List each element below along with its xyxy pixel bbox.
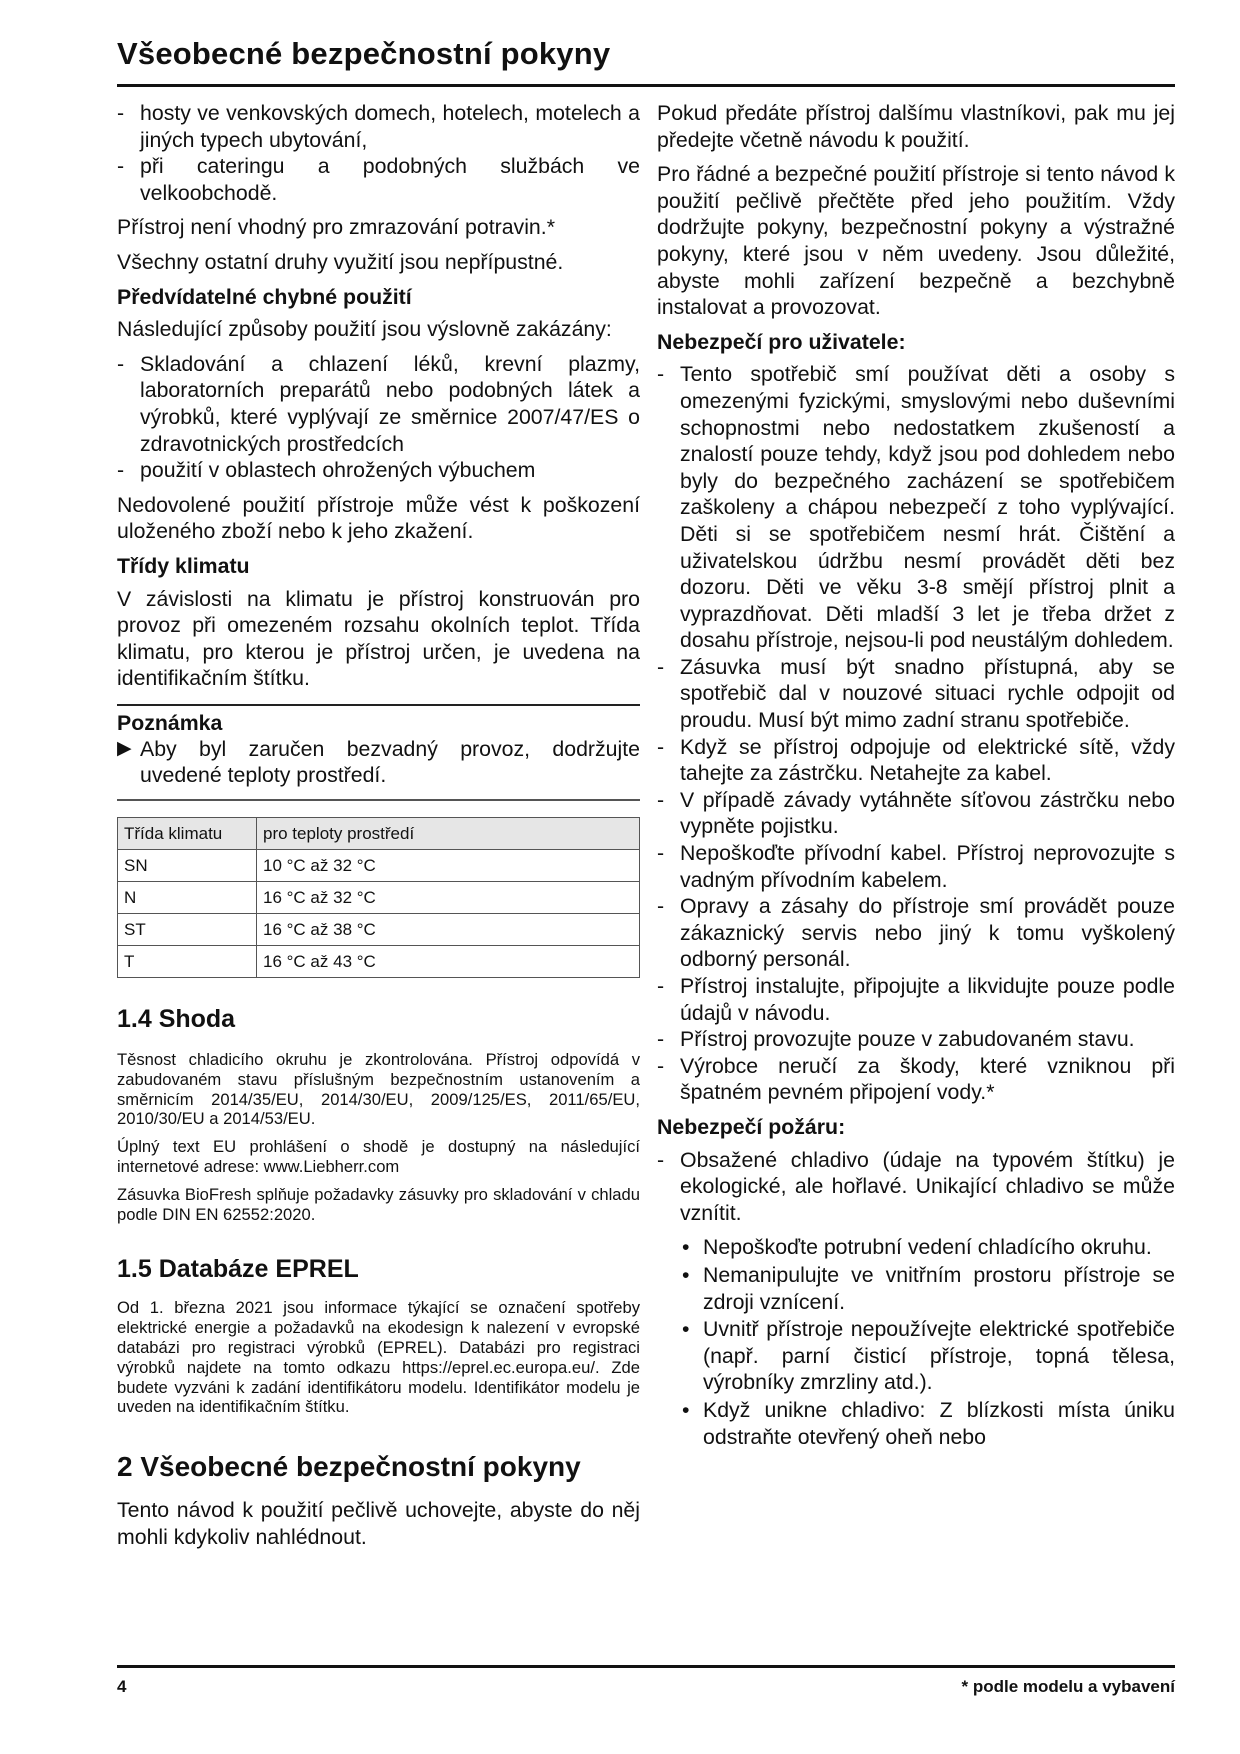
table-cell: 16 °C až 38 °C	[257, 914, 640, 946]
list-item: - hosty ve venkovských domech, hotelech, motelech a jiných typech ubytování,	[117, 101, 640, 152]
dash-icon: -	[117, 154, 125, 179]
column-header: Třída klimatu	[118, 818, 257, 850]
climate-table	[117, 817, 640, 978]
list-item: - Nepoškoďte přívodní kabel. Přístroj neprovozujte s vadným přívodním kabelem.	[657, 841, 1175, 892]
dash-icon: -	[657, 654, 665, 679]
table-cell: 16 °C až 43 °C	[257, 946, 640, 978]
footer-note: * podle modelu a vybavení	[961, 1677, 1175, 1696]
keep-manual-paragraph: Tento návod k použití pečlivě uchovejte, abyste do něj mohli kdykoliv nahlédnout.	[117, 1498, 640, 1549]
note-title: Poznámka	[117, 710, 223, 735]
eprel-paragraph: Od 1. března 2021 jsou informace týkající se označení spotřeby elektrické energie a požadavků na ekodesign k nalezení v evropské databázi pro registraci výrobků (EPREL). Databázi pro registraci výrobků najdete na tomto odkazu https://eprel.ec.europa.eu/. Zde budete vyzváni k zadání identifikátoru modelu. Identifikátor modelu je uveden na identifikačním štítku.	[117, 1298, 640, 1417]
table-cell: 10 °C až 32 °C	[257, 850, 640, 882]
dash-icon: -	[657, 894, 665, 919]
misuse-list	[117, 351, 640, 484]
left-column	[117, 100, 640, 1558]
list-item: • Nemanipulujte ve vnitřním prostoru přístroje se zdroji vznícení.	[682, 1262, 1175, 1314]
bullet-icon: •	[682, 1397, 690, 1422]
table-row	[118, 914, 640, 946]
list-item: - Tento spotřebič smí používat děti a osoby s omezenými fyzickými, smyslovými nebo duševními schopnostmi nebo nedostatkem zkušeností a znalostí pouze tehdy, když jsou pod dohledem nebo byly do bezpečného zacházení se spotřebičem zaškoleny a chápou nebezpečí z toho vyplývající. Děti si se spotřebičem nesmí hrát. Čištění a uživatelskou údržbu nesmí provádět děti bez dozoru. Děti ve věku 3-8 smějí přístroj plnit a vyprazdňovat. Děti mladší 3 let je třeba držet z dosahu přístroje, nejsou-li pod neustálým dohledem.	[657, 362, 1175, 653]
list-item: • Nepoškoďte potrubní vedení chladícího okruhu.	[682, 1235, 1152, 1260]
dash-icon: -	[657, 974, 665, 998]
chapter-heading-2: 2 Všeobecné bezpečnostní pokyny	[117, 1451, 581, 1483]
list-item: - Přístroj provozujte pouze v zabudovaném stavu.	[657, 1027, 1135, 1052]
table-row	[118, 946, 640, 978]
list-item: - při cateringu a podobných službách ve velkoobchodě.	[117, 154, 640, 205]
dash-icon: -	[657, 362, 665, 387]
paragraph-other-uses: Všechny ostatní druhy využití jsou nepřípustné.	[117, 249, 564, 274]
note-box	[117, 704, 640, 801]
misuse-heading: Předvídatelné chybné použití	[117, 284, 412, 309]
table-cell: ST	[118, 914, 257, 946]
list-item: - V případě závady vytáhněte síťovou zástrčku nebo vypněte pojistku.	[657, 787, 1175, 839]
list-item: - Když se přístroj odpojuje od elektrické sítě, vždy tahejte za zástrčku. Netahejte za kabel.	[657, 734, 1175, 786]
read-manual-paragraph: Pro řádné a bezpečné použití přístroje si tento návod k použití pečlivě přečtěte před jeho použitím. Vždy dodržujte pokyny, bezpečnostní pokyny a výstražné pokyny, které jsou v něm uvedeny. Jsou důležité, abyste mohli zařízení bezpečně a bezchybně instalovat a provozovat.	[657, 162, 1175, 320]
table-header-row	[118, 818, 640, 850]
triangle-right-icon: ▶	[117, 737, 132, 759]
biofresh-paragraph: Zásuvka BioFresh splňuje požadavky zásuvky pro skladování v chladu podle DIN EN 62552:2020.	[117, 1184, 640, 1224]
dash-icon: -	[657, 734, 665, 759]
paragraph-not-freezing: Přístroj není vhodný pro zmrazování potravin.*	[117, 215, 555, 240]
dash-icon: -	[657, 1147, 665, 1172]
list-item: - Opravy a zásahy do přístroje smí provádět pouze zákaznický servis nebo jiný k tomu vyškolený odborný personál.	[657, 894, 1175, 972]
climate-text: V závislosti na klimatu je přístroj konstruován pro provoz při omezeném rozsahu okolních teplot. Třída klimatu, pro kterou je přístroj určen, je uvedena na identifikačním štítku.	[117, 586, 640, 691]
user-danger-heading: Nebezpečí pro uživatele:	[657, 329, 906, 354]
list-item: - Obsažené chladivo (údaje na typovém štítku) je ekologické, ale hořlavé. Unikající chladivo se může vznítit.	[657, 1147, 1175, 1225]
dash-icon: -	[657, 1027, 665, 1052]
bullet-icon: •	[682, 1235, 690, 1260]
fire-danger-heading: Nebezpečí požáru:	[657, 1114, 846, 1139]
list-item: • Když unikne chladivo: Z blízkosti místa úniku odstraňte otevřený oheň nebo	[682, 1397, 1175, 1449]
dash-icon: -	[117, 458, 125, 483]
list-item: • Uvnitř přístroje nepoužívejte elektrické spotřebiče (např. parní čisticí přístroje, topná tělesa, výrobníky zmrzliny atd.).	[682, 1317, 1175, 1395]
dash-icon: -	[657, 841, 665, 866]
user-danger-list	[657, 361, 1175, 1106]
footer-rule	[117, 1665, 1175, 1668]
declaration-paragraph: Úplný text EU prohlášení o shodě je dostupný na následující internetové adrese: www.Liebherr.com	[117, 1137, 640, 1177]
page-title: Všeobecné bezpečnostní pokyny	[117, 36, 611, 71]
section-heading-1-4: 1.4 Shoda	[117, 1005, 236, 1034]
table-cell: N	[118, 882, 257, 914]
misuse-intro: Následující způsoby použití jsou výslovně zakázány:	[117, 317, 612, 342]
conformity-paragraph: Těsnost chladicího okruhu je zkontrolována. Přístroj odpovídá v zabudovaném stavu příslušným bezpečnostním ustanovením a směrnicím 2014/35/EU, 2014/30/EU, 2009/125/ES, 2011/65/EU, 2010/30/EU a 2014/53/EU.	[117, 1050, 640, 1129]
table-cell: T	[118, 946, 257, 978]
intro-list	[117, 100, 640, 206]
climate-heading: Třídy klimatu	[117, 553, 250, 578]
list-item: - Přístroj instalujte, připojujte a likvidujte pouze podle údajů v návodu.	[657, 974, 1175, 1025]
fire-danger-sublist	[657, 1234, 1175, 1450]
dash-icon: -	[117, 351, 125, 376]
column-header: pro teploty prostředí	[257, 818, 640, 850]
table-cell: 16 °C až 32 °C	[257, 882, 640, 914]
note-item: ▶ Aby byl zaručen bezvadný provoz, dodržujte uvedené teploty prostředí.	[117, 736, 640, 788]
misuse-outro: Nedovolené použití přístroje může vést k poškození uloženého zboží nebo k jeho zkažení.	[117, 492, 640, 544]
header-rule	[117, 84, 1175, 87]
handover-paragraph: Pokud předáte přístroj dalšímu vlastníkovi, pak mu jej předejte včetně návodu k použití.	[657, 101, 1175, 152]
bullet-icon: •	[682, 1262, 690, 1287]
page-number: 4	[117, 1677, 127, 1696]
table-cell: SN	[118, 850, 257, 882]
dash-icon: -	[657, 787, 665, 812]
list-item: - Zásuvka musí být snadno přístupná, aby se spotřebič dal v nouzové situaci rychle odpojit od proudu. Musí být mimo zadní stranu spotřebiče.	[657, 654, 1175, 733]
list-item: - Výrobce neručí za škody, které vzniknou při špatném pevném připojení vody.*	[657, 1053, 1175, 1105]
bullet-icon: •	[682, 1317, 690, 1342]
table-row	[118, 882, 640, 914]
list-item: - Skladování a chlazení léků, krevní plazmy, laboratorních preparátů nebo podobných látek a výrobků, které vyplývají ze směrnice 2007/47/ES o zdravotnických prostředcích	[117, 351, 640, 456]
fire-danger-list	[657, 1147, 1175, 1227]
dash-icon: -	[117, 101, 125, 125]
dash-icon: -	[657, 1053, 665, 1078]
section-heading-1-5: 1.5 Databáze EPREL	[117, 1255, 359, 1284]
right-column	[657, 100, 1175, 1451]
table-row	[118, 850, 640, 882]
list-item: - použití v oblastech ohrožených výbuchem	[117, 458, 536, 483]
